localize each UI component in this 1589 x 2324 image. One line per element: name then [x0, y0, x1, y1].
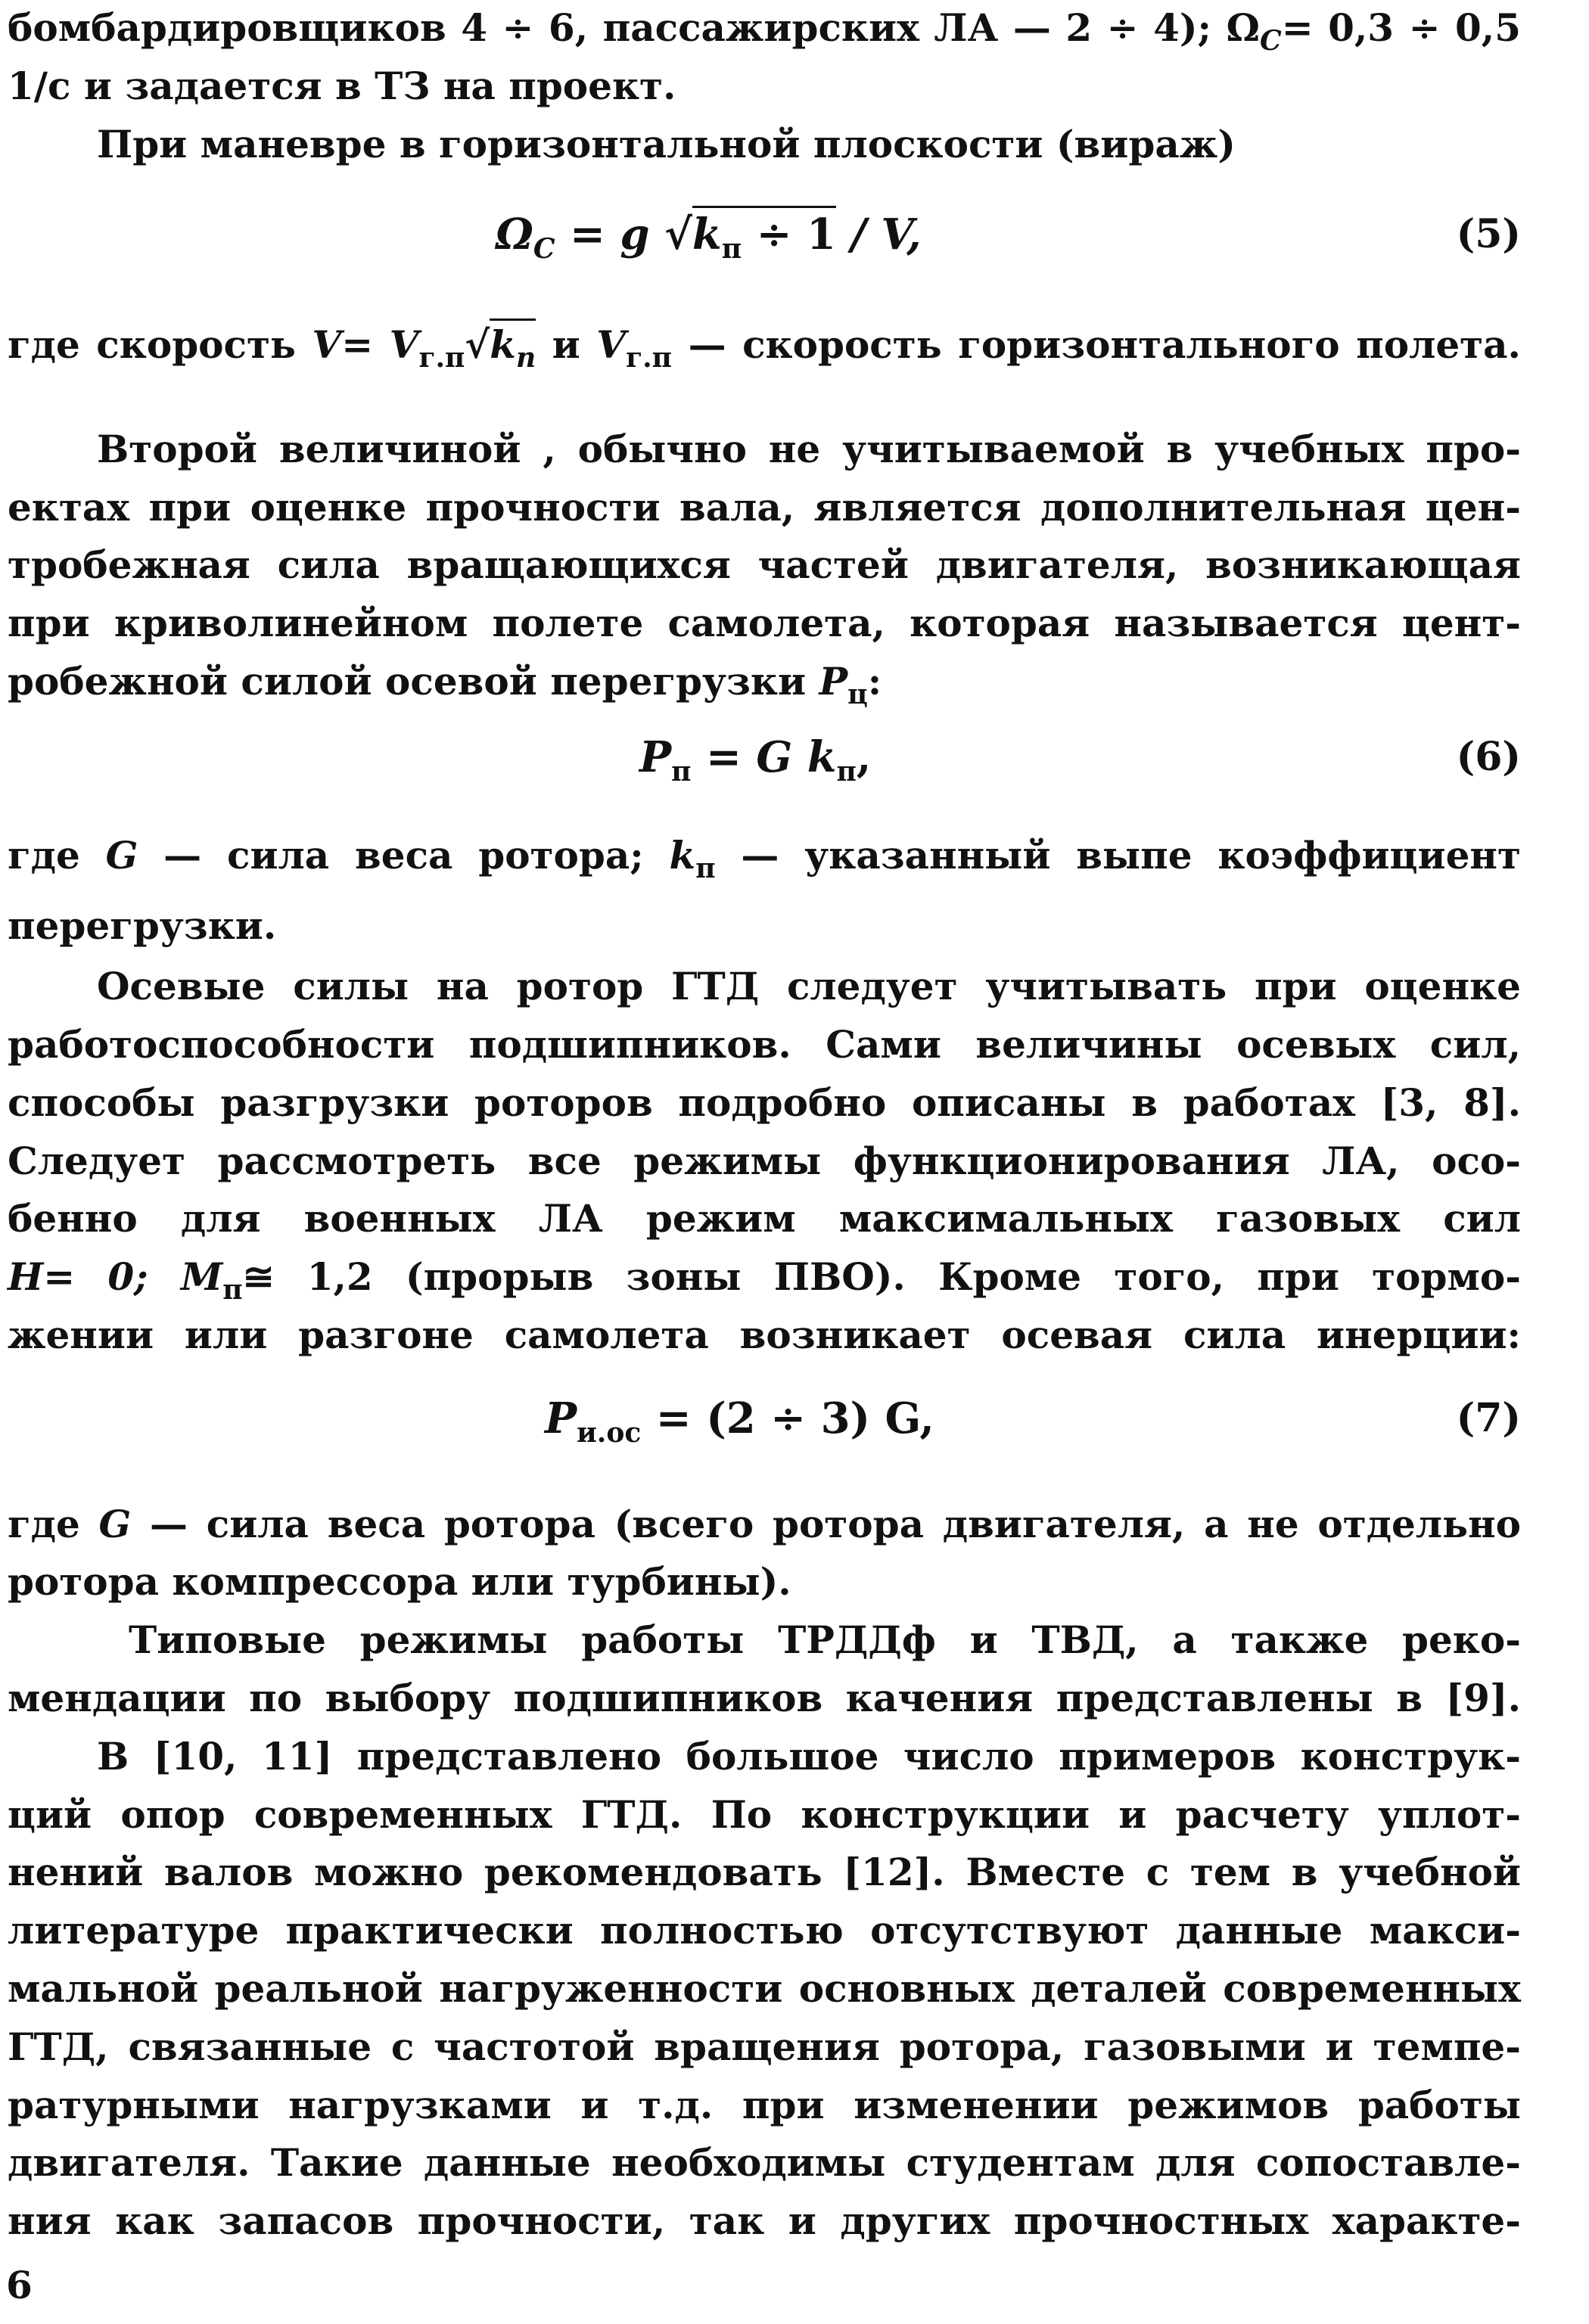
text-line: литературе практически полностью отсутствуют данные макси- [8, 1908, 1521, 1953]
text-line: ния как запасов прочности, так и других прочностных характе- [8, 2198, 1521, 2243]
text-line: бенно для военных ЛА режим максимальных газовых сил [8, 1196, 1521, 1241]
equation-number: (5) [1456, 211, 1521, 257]
text-line: ротора компрессора или турбины). [8, 1559, 791, 1604]
text-line: при криволинейном полете самолета, которая называется цент- [8, 601, 1521, 645]
text-line: где G — сила веса ротора; $k_п$ — указанный выпе коэффициент [8, 833, 1521, 884]
formula-5: $\Omega_C = g$ $√k_п \div 1 / V$, [496, 208, 922, 275]
text-line: Типовые режимы работы ТРДДф и ТВД, а также реко- [129, 1617, 1521, 1662]
text-line: мальной реальной нагруженности основных деталей современных [8, 1966, 1521, 2011]
text-line: При маневре в горизонтальной плоскости (вираж) [97, 122, 1236, 166]
text-line: где G — сила веса ротора (всего ротора двигателя, а не отдельно [8, 1502, 1521, 1546]
text-line: нений валов можно рекомендовать [12]. Вместе с тем в учебной [8, 1850, 1521, 1894]
text-line: бомбардировщиков 4 ÷ 6, пассажирских ЛА — 2 ÷ 4); $\Omega_C= 0,3 \div 0,5$ [8, 5, 1521, 57]
formula-6: $P_п = G$ $k_п$, [639, 732, 872, 788]
radical-icon: √ [465, 322, 490, 367]
text-line: тробежная сила вращающихся частей двигателя, возникающая [8, 542, 1521, 587]
text-line: ратурными нагрузками и т.д. при изменении режимов работы [8, 2083, 1521, 2127]
radical-icon: √ [664, 210, 692, 259]
page-number: 6 [6, 2263, 33, 2307]
text-line: ций опор современных ГТД. По конструкции и расчету уплот- [8, 1792, 1521, 1837]
text-line: 1/с и задается в ТЗ на проект. [8, 64, 676, 108]
text-line: ГТД, связанные с частотой вращения ротора, газовыми и темпе- [8, 2024, 1521, 2069]
text-line: жении или разгоне самолета возникает осевая сила инерции: [8, 1313, 1521, 1357]
text-line: где скорость $V= V_{г.п}√k_п$ и $V_{г.п}$ — скорость горизонтального полета. [8, 322, 1521, 381]
text-line: работоспособности подшипников. Сами величины осевых сил, [8, 1022, 1521, 1067]
text-line: Следует рассмотреть все режимы функционирования ЛА, осо- [8, 1139, 1521, 1183]
text-line: робежной силой осевой перегрузки $P_ц$: [8, 659, 882, 710]
text-line: ектах при оценке прочности вала, является дополнительная цен- [8, 485, 1521, 530]
text-line: Второй величиной , обычно не учитываемой в учебных про- [97, 427, 1521, 471]
formula-7: $P_{и.ос} = (2 \div 3)$ G, [545, 1393, 934, 1449]
text-line: Осевые силы на ротор ГТД следует учитывать при оценке [97, 964, 1521, 1008]
text-line: способы разгрузки роторов подробно описаны в работах [3, 8]. [8, 1080, 1521, 1125]
text-line: двигателя. Такие данные необходимы студентам для сопоставле- [8, 2140, 1521, 2185]
text-line: H= 0; $M_п≅$ 1,2 (прорыв зоны ПВО). Кроме того, при тормо- [8, 1254, 1521, 1306]
equation-number: (7) [1456, 1395, 1521, 1441]
text-line: перегрузки. [8, 903, 277, 948]
text-line: В [10, 11] представлено большое число примеров конструк- [97, 1734, 1521, 1779]
equation-number: (6) [1456, 734, 1521, 780]
text-line: мендации по выбору подшипников качения представлены в [9]. [8, 1676, 1521, 1720]
